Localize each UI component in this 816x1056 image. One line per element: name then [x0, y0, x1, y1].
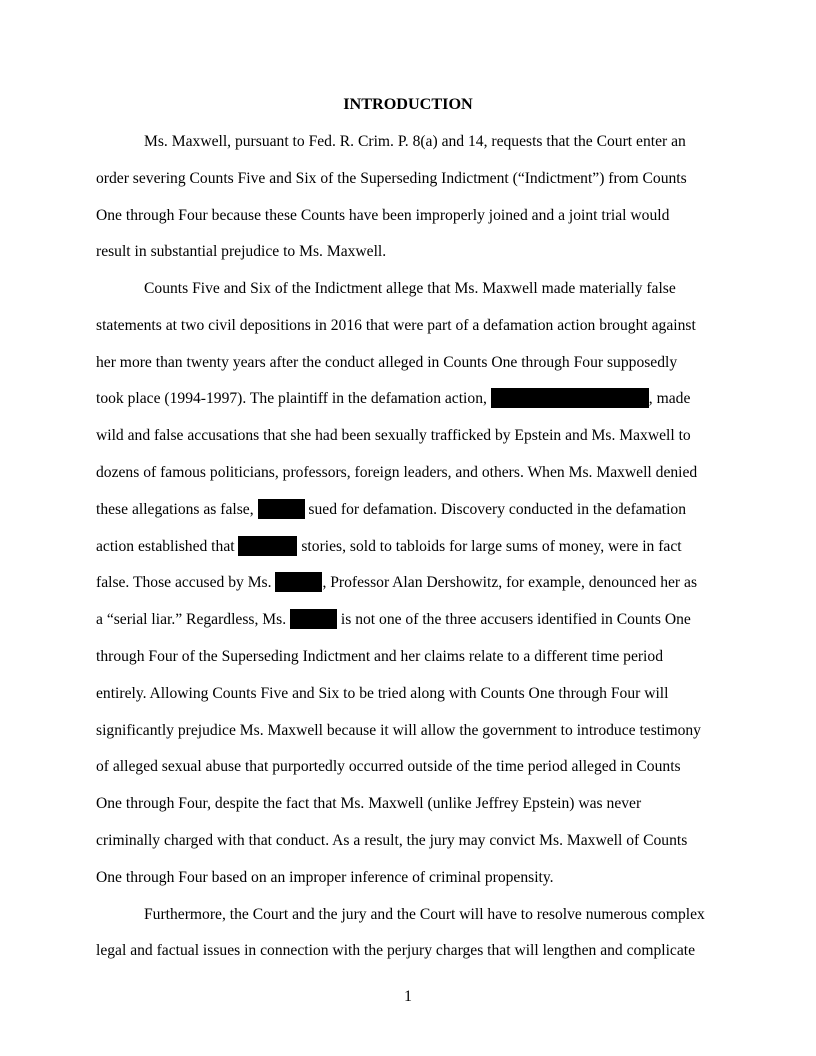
text-line: Furthermore, the Court and the jury and the Court will have to resolve numerous complex [144, 906, 705, 923]
text-segment: , made [648, 390, 691, 407]
section-heading: INTRODUCTION [343, 95, 473, 113]
text-line: One through Four, despite the fact that Ms. Maxwell (unlike Jeffrey Epstein) was never [96, 795, 642, 812]
text-line: Counts Five and Six of the Indictment allege that Ms. Maxwell made materially false [144, 280, 676, 297]
redaction-bar [491, 388, 649, 408]
text-line [96, 389, 690, 409]
text-line: legal and factual issues in connection with the perjury charges that will lengthen and complicate [96, 942, 696, 959]
text-segment: stories, sold to tabloids for large sums of money, were in fact [297, 538, 682, 555]
text-line [96, 610, 691, 630]
text-segment: these allegations as false, [96, 501, 258, 518]
text-line [96, 573, 697, 593]
text-segment: took place (1994-1997). The plaintiff in the defamation action, [96, 390, 491, 407]
text-segment: false. Those accused by Ms. [96, 574, 276, 591]
text-segment: action established that [96, 538, 239, 555]
text-line: dozens of famous politicians, professors, foreign leaders, and others. When Ms. Maxwell denied [96, 464, 698, 481]
text-line: order severing Counts Five and Six of the Superseding Indictment (“Indictment”) from Counts [96, 170, 687, 187]
text-line: statements at two civil depositions in 2016 that were part of a defamation action brought against [96, 317, 696, 334]
text-line: significantly prejudice Ms. Maxwell because it will allow the government to introduce testimony [96, 722, 701, 739]
redaction-bar [275, 572, 322, 592]
text-line: One through Four based on an improper inference of criminal propensity. [96, 869, 554, 886]
text-line: criminally charged with that conduct. As a result, the jury may convict Ms. Maxwell of Counts [96, 832, 688, 849]
redaction-bar [238, 536, 297, 556]
text-line: Ms. Maxwell, pursuant to Fed. R. Crim. P. 8(a) and 14, requests that the Court enter an [144, 133, 686, 150]
text-line: entirely. Allowing Counts Five and Six to be tried along with Counts One through Four will [96, 685, 669, 702]
text-line [96, 500, 686, 520]
text-line: result in substantial prejudice to Ms. Maxwell. [96, 243, 387, 260]
text-line: One through Four because these Counts have been improperly joined and a joint trial would [96, 207, 670, 224]
text-line: of alleged sexual abuse that purportedly occurred outside of the time period alleged in Counts [96, 758, 681, 775]
page-number: 1 [404, 988, 412, 1005]
text-line: wild and false accusations that she had been sexually trafficked by Epstein and Ms. Maxwell to [96, 427, 691, 444]
text-segment: a “serial liar.” Regardless, Ms. [96, 611, 290, 628]
redaction-bar [290, 609, 337, 629]
text-segment: , Professor Alan Dershowitz, for example, denounced her as [322, 574, 698, 591]
text-line: her more than twenty years after the conduct alleged in Counts One through Four supposedly [96, 354, 678, 371]
text-line [96, 537, 682, 557]
text-segment: is not one of the three accusers identified in Counts One [337, 611, 691, 628]
text-segment: sued for defamation. Discovery conducted in the defamation [304, 501, 686, 518]
redaction-bar [258, 499, 305, 519]
text-line: through Four of the Superseding Indictment and her claims relate to a different time period [96, 648, 663, 665]
